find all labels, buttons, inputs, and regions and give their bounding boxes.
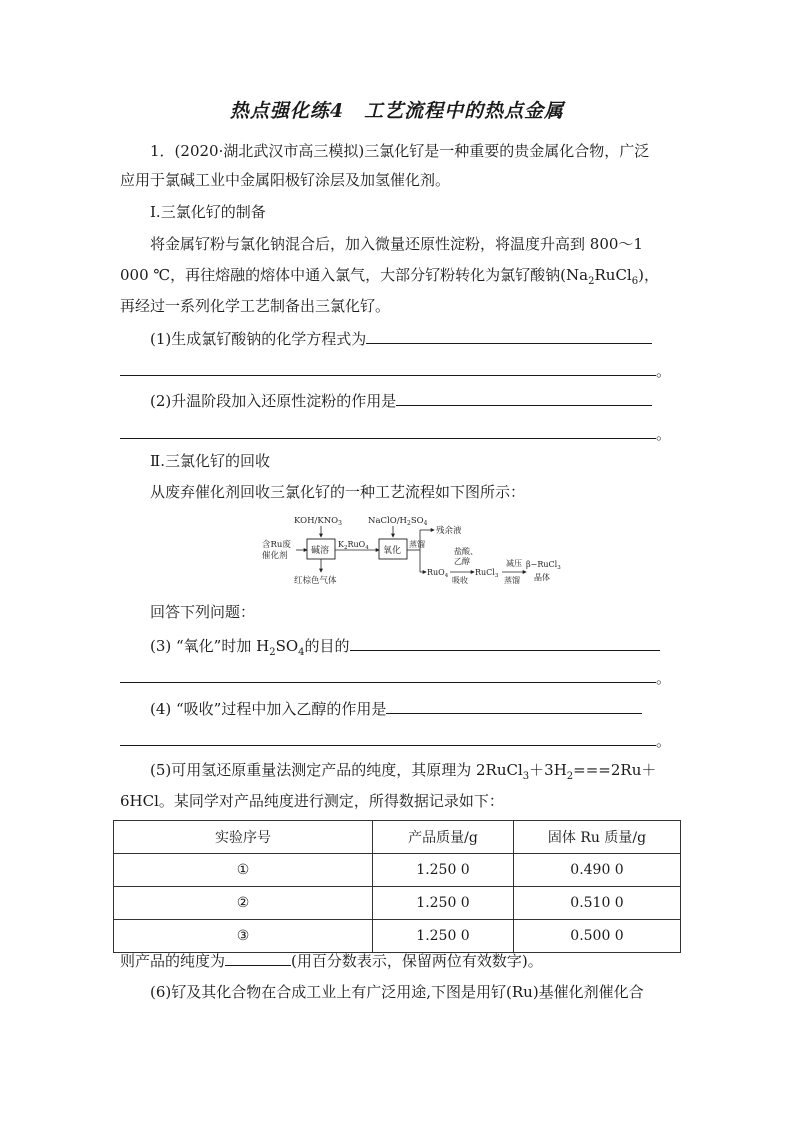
sub-question-4 xyxy=(150,697,680,719)
answer-line-4 xyxy=(120,729,672,750)
subscript: 2 xyxy=(588,276,595,287)
text: 000 ℃，再往熔融的熔体中通入氯气，大部分钌粉转化为氯钌酸钠(Na xyxy=(120,266,589,284)
answer-blank-1b[interactable] xyxy=(120,359,656,376)
answer-prompt: 回答下列问题： xyxy=(150,603,256,621)
subscript: 2 xyxy=(566,771,574,782)
reagent-koh-kno3: KOH/$KNO_3$ xyxy=(294,516,342,527)
flow-intro: 从废弃催化剂回收三氯化钌的一种工艺流程如下图所示： xyxy=(150,483,526,501)
section-heading-1: Ⅰ.三氯化钌的制备 xyxy=(150,203,266,221)
text: (2)升温阶段加入还原性淀粉的作用是 xyxy=(150,392,397,410)
page-title: 热点强化练4 工艺流程中的热点金属 xyxy=(229,100,565,122)
distill2-label: 蒸馏 xyxy=(504,576,520,585)
subscript: 4 xyxy=(298,647,305,658)
answer-blank-3a[interactable] xyxy=(350,634,660,651)
subscript: 6 xyxy=(631,276,639,287)
gas-label: 红棕色气体 xyxy=(294,576,337,586)
table-cell: 0.500 0 xyxy=(514,920,681,953)
text: )， xyxy=(638,266,659,284)
subscript: 2 xyxy=(269,647,276,658)
text: (4) “吸收”过程中加入乙醇的作用是 xyxy=(150,700,387,718)
box-alkali-dissolve-label: 碱溶 xyxy=(311,546,330,556)
sub-question-1 xyxy=(150,327,680,349)
section-heading-2: Ⅱ.三氯化钌的回收 xyxy=(150,452,270,470)
text: (3) “氧化”时加 H xyxy=(150,637,270,655)
answer-blank-3b[interactable] xyxy=(120,666,656,683)
answer-blank-1a[interactable] xyxy=(366,327,652,344)
answer-line-3 xyxy=(120,666,672,687)
reduce-label: 减压 xyxy=(506,559,522,568)
table-header-row xyxy=(114,821,681,854)
process-flow-diagram xyxy=(258,512,570,588)
question-1-intro-cont: 应用于氯碱工业中金属阳极钌涂层及加氢催化剂。 xyxy=(120,171,451,189)
table-header: 固体 Ru 质量/g xyxy=(514,821,681,854)
period: 。 xyxy=(656,732,672,750)
purity-answer-blank[interactable] xyxy=(225,949,291,966)
answer-blank-4b[interactable] xyxy=(120,729,656,746)
period: 。 xyxy=(656,669,672,687)
ruo4-label: RuO$_4$ xyxy=(427,568,449,579)
answer-blank-2b[interactable] xyxy=(120,422,656,439)
input-label-1: 含Ru废 xyxy=(262,540,291,550)
reagent-ethanol: 乙醇 xyxy=(454,557,470,566)
text: (5)可用氢还原重量法测定产品的纯度，其原理为 2RuCl xyxy=(150,761,523,779)
subscript: 3 xyxy=(522,771,530,782)
table-cell: 1.250 0 xyxy=(373,920,514,953)
sub-question-3 xyxy=(150,634,680,663)
table-cell: 0.510 0 xyxy=(514,887,681,920)
absorb-label: 吸收 xyxy=(452,576,468,585)
period: 。 xyxy=(656,362,672,380)
text: ＋3H xyxy=(529,761,567,779)
answer-line-2 xyxy=(120,422,672,443)
intermediate-k2ruo4: $K_2RuO_4$ xyxy=(338,540,369,551)
box-oxidation-label: 氧化 xyxy=(383,546,402,556)
product-label: β−RuCl$_3$ xyxy=(526,560,561,571)
answer-blank-4a[interactable] xyxy=(386,697,642,714)
para-1-line-3: 再经过一系列化学工艺制备出三氯化钌。 xyxy=(120,297,391,315)
para-1-line-1: 将金属钌粉与氯化钠混合后，加入微量还原性淀粉，将温度升高到 800～1 xyxy=(150,235,643,253)
sub-question-5 xyxy=(150,760,680,787)
table-cell: ③ xyxy=(114,920,373,953)
purity-question xyxy=(120,949,680,971)
text: ===2Ru＋ xyxy=(573,761,657,779)
distill-label: 蒸馏 xyxy=(409,540,425,549)
table-cell: ② xyxy=(114,887,373,920)
table-cell: 0.490 0 xyxy=(514,854,681,887)
text: 的目的 xyxy=(304,637,350,655)
sub-question-5-cont: 6HCl。某同学对产品纯度进行测定，所得数据记录如下： xyxy=(120,792,504,810)
text: SO xyxy=(275,637,299,655)
text: 则产品的纯度为 xyxy=(120,952,226,970)
table-row xyxy=(114,920,681,953)
residue-label: 残余液 xyxy=(436,526,462,536)
question-1-intro: 1．(2020·湖北武汉市高三模拟)三氯化钌是一种重要的贵金属化合物，广泛 xyxy=(150,142,650,160)
text: RuCl xyxy=(594,266,632,284)
table-header: 实验序号 xyxy=(114,821,373,854)
reagent-hcl: 盐酸、 xyxy=(454,547,478,556)
crystal-label: 晶体 xyxy=(534,573,550,582)
period: 。 xyxy=(656,425,672,443)
text: (1)生成氯钌酸钠的化学方程式为 xyxy=(150,330,367,348)
table-header: 产品质量/g xyxy=(373,821,514,854)
reagent-naclo-h2so4: NaClO/$H_2SO_4$ xyxy=(368,516,428,527)
table-row xyxy=(114,887,681,920)
answer-blank-2a[interactable] xyxy=(396,389,652,406)
purity-data-table xyxy=(113,820,681,953)
table-cell: ① xyxy=(114,854,373,887)
text: (用百分数表示，保留两位有效数字)。 xyxy=(291,952,543,970)
sub-question-6: (6)钌及其化合物在合成工业上有广泛用途,下图是用钌(Ru)基催化剂催化合 xyxy=(150,983,644,1001)
input-label-2: 催化剂 xyxy=(262,551,288,561)
table-cell: 1.250 0 xyxy=(373,854,514,887)
table-cell: 1.250 0 xyxy=(373,887,514,920)
sub-question-2 xyxy=(150,389,680,411)
answer-line-1 xyxy=(120,359,672,380)
para-1-line-2 xyxy=(120,265,680,292)
rucl3-label: RuCl$_3$ xyxy=(475,568,499,579)
table-row xyxy=(114,854,681,887)
